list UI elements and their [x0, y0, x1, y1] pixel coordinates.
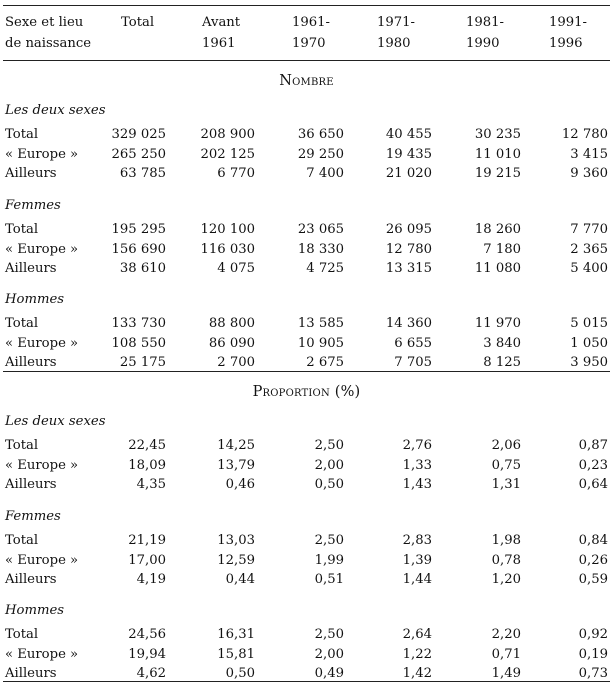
table-cell: 0,75	[491, 457, 521, 473]
table-cell: 0,19	[578, 646, 608, 662]
table-cell: 0,49	[314, 666, 344, 681]
row-label: « Europe »	[5, 646, 79, 662]
table-row	[3, 551, 610, 570]
header-col0-line2: de naissance	[5, 36, 92, 51]
table-cell: 29 250	[297, 146, 344, 162]
table-cell: 40 455	[385, 127, 432, 142]
table-row	[3, 456, 610, 475]
header-p3-line1: 1981-	[466, 15, 505, 30]
table-cell: 63 785	[119, 166, 166, 181]
table-cell: 2,50	[314, 627, 344, 642]
table-cell: 15,81	[217, 646, 255, 662]
table-cell: 0,87	[578, 438, 608, 453]
table-row	[3, 164, 610, 183]
table-cell: 18,09	[128, 457, 166, 473]
table-cell: 1,31	[491, 477, 521, 492]
table-cell: 0,50	[225, 666, 255, 681]
row-label: « Europe »	[5, 146, 79, 162]
table-cell: 202 125	[200, 146, 255, 162]
table-cell: 0,51	[314, 572, 344, 587]
row-label: Ailleurs	[5, 666, 57, 681]
table-cell: 2,00	[314, 646, 344, 662]
table-cell: 120 100	[200, 222, 255, 237]
table-cell: 12 780	[385, 241, 432, 257]
group-label: Les deux sexes	[5, 414, 106, 429]
table-cell: 11 010	[474, 146, 521, 162]
table-row	[3, 220, 610, 239]
table-cell: 4 725	[306, 261, 344, 276]
table-cell: 11 080	[474, 261, 521, 276]
table-cell: 2,64	[402, 627, 432, 642]
table-cell: 0,23	[578, 457, 608, 473]
table-cell: 1,22	[402, 646, 432, 662]
table-row	[3, 570, 610, 589]
table-cell: 2,00	[314, 457, 344, 473]
table-row	[3, 334, 610, 353]
table-cell: 7 705	[394, 355, 432, 370]
table-cell: 1,33	[402, 457, 432, 473]
table-cell: 1,42	[402, 666, 432, 681]
table-cell: 19,94	[128, 646, 166, 662]
table-cell: 10 905	[297, 335, 344, 351]
row-label: Total	[5, 533, 39, 548]
table-cell: 4,19	[136, 572, 166, 587]
row-label: « Europe »	[5, 241, 79, 257]
table-cell: 6 770	[217, 166, 255, 181]
table-cell: 12,59	[217, 552, 255, 568]
header-p1-line2: 1970	[292, 36, 326, 51]
table-cell: 17,00	[128, 552, 166, 568]
table-cell: 21 020	[385, 166, 432, 181]
table-cell: 13,79	[217, 457, 255, 473]
row-label: « Europe »	[5, 552, 79, 568]
header-avant-line1: Avant	[202, 15, 241, 30]
table-cell: 2,20	[491, 627, 521, 642]
table-cell: 2,83	[402, 533, 432, 548]
table-cell: 7 400	[306, 166, 344, 181]
table-cell: 1,98	[491, 533, 521, 548]
row-label: « Europe »	[5, 335, 79, 351]
table-cell: 3 950	[570, 355, 608, 370]
top-rule	[3, 5, 610, 6]
row-label: Total	[5, 438, 39, 453]
table-cell: 0,92	[578, 627, 608, 642]
table-cell: 21,19	[128, 533, 166, 548]
table-row	[3, 625, 610, 644]
row-label: Ailleurs	[5, 477, 57, 492]
table-cell: 14,25	[217, 438, 255, 453]
header-p1-line1: 1961-	[292, 15, 331, 30]
table-cell: 0,64	[578, 477, 608, 492]
header-avant-line2: 1961	[202, 36, 236, 51]
table-cell: 116 030	[200, 241, 255, 257]
table-cell: 0,44	[225, 572, 255, 587]
table-cell: 108 550	[111, 335, 166, 351]
table-cell: 23 065	[297, 222, 344, 237]
table-cell: 1,20	[491, 572, 521, 587]
row-label: Total	[5, 316, 39, 331]
table-cell: 12 780	[561, 127, 608, 142]
table-cell: 4,35	[136, 477, 166, 492]
table-cell: 0,46	[225, 477, 255, 492]
row-label: « Europe »	[5, 457, 79, 473]
header-p4-line2: 1996	[549, 36, 583, 51]
table-cell: 0,71	[491, 646, 521, 662]
table-cell: 86 090	[208, 335, 255, 351]
table-cell: 0,26	[578, 552, 608, 568]
table-cell: 0,50	[314, 477, 344, 492]
bottom-rule	[3, 681, 610, 682]
table-cell: 5 015	[570, 316, 608, 331]
table-cell: 2,50	[314, 438, 344, 453]
header-p2-line1: 1971-	[377, 15, 416, 30]
table-cell: 11 970	[474, 316, 521, 331]
header-rule	[3, 60, 610, 61]
table-cell: 265 250	[111, 146, 166, 162]
row-label: Ailleurs	[5, 355, 57, 370]
table-cell: 1,39	[402, 552, 432, 568]
table-cell: 13 315	[385, 261, 432, 276]
table-row	[3, 125, 610, 144]
table-cell: 13,03	[217, 533, 255, 548]
group-label: Les deux sexes	[5, 103, 106, 118]
header-p3-line2: 1990	[466, 36, 500, 51]
table-cell: 2,76	[402, 438, 432, 453]
table-cell: 208 900	[200, 127, 255, 142]
table-cell: 30 235	[474, 127, 521, 142]
header-total: Total	[121, 15, 155, 30]
table-cell: 24,56	[128, 627, 166, 642]
header-p4-line1: 1991-	[549, 15, 588, 30]
header-col0-line1: Sexe et lieu	[5, 15, 84, 30]
row-label: Ailleurs	[5, 572, 57, 587]
table-cell: 0,73	[578, 666, 608, 681]
table-cell: 1 050	[570, 335, 608, 351]
table-cell: 2,50	[314, 533, 344, 548]
group-label: Hommes	[5, 292, 65, 307]
row-label: Ailleurs	[5, 166, 57, 181]
group-label: Hommes	[5, 603, 65, 618]
table-cell: 13 585	[297, 316, 344, 331]
row-label: Ailleurs	[5, 261, 57, 276]
group-label: Femmes	[5, 198, 61, 213]
table-cell: 1,44	[402, 572, 432, 587]
table-cell: 4,62	[136, 666, 166, 681]
table-cell: 2 700	[217, 355, 255, 370]
table-cell: 14 360	[385, 316, 432, 331]
table-cell: 329 025	[111, 127, 166, 142]
table-cell: 2,06	[491, 438, 521, 453]
table-row	[3, 259, 610, 278]
table-cell: 19 215	[474, 166, 521, 181]
table-cell: 8 125	[483, 355, 521, 370]
table-cell: 1,49	[491, 666, 521, 681]
table-cell: 0,78	[491, 552, 521, 568]
table-row	[3, 436, 610, 455]
table-cell: 19 435	[385, 146, 432, 162]
table-cell: 4 075	[217, 261, 255, 276]
table-row	[3, 645, 610, 664]
table-row	[3, 314, 610, 333]
row-label: Total	[5, 127, 39, 142]
table-cell: 36 650	[297, 127, 344, 142]
table-cell: 25 175	[119, 355, 166, 370]
section-title: Nombre	[279, 73, 334, 89]
section-rule	[3, 371, 610, 372]
table-cell: 0,84	[578, 533, 608, 548]
table-cell: 2 675	[306, 355, 344, 370]
table-row	[3, 240, 610, 259]
table-cell: 16,31	[217, 627, 255, 642]
table-row	[3, 475, 610, 494]
table-cell: 1,43	[402, 477, 432, 492]
table-cell: 195 295	[111, 222, 166, 237]
table-cell: 5 400	[570, 261, 608, 276]
table-cell: 3 840	[483, 335, 521, 351]
row-label: Total	[5, 627, 39, 642]
table-cell: 88 800	[208, 316, 255, 331]
section-title: Proportion (%)	[252, 384, 361, 400]
table-cell: 26 095	[385, 222, 432, 237]
table-cell: 9 360	[570, 166, 608, 181]
table-cell: 156 690	[111, 241, 166, 257]
header-p2-line2: 1980	[377, 36, 411, 51]
table-cell: 3 415	[570, 146, 608, 162]
table-row	[3, 531, 610, 550]
table-cell: 0,59	[578, 572, 608, 587]
table-cell: 22,45	[128, 438, 166, 453]
table-cell: 38 610	[119, 261, 166, 276]
table-row	[3, 353, 610, 372]
table-cell: 2 365	[570, 241, 608, 257]
table-cell: 7 180	[483, 241, 521, 257]
table-cell: 6 655	[394, 335, 432, 351]
table-cell: 18 260	[474, 222, 521, 237]
row-label: Total	[5, 222, 39, 237]
table-cell: 7 770	[570, 222, 608, 237]
table-cell: 133 730	[111, 316, 166, 331]
group-label: Femmes	[5, 509, 61, 524]
table-row	[3, 145, 610, 164]
table-cell: 18 330	[297, 241, 344, 257]
table-cell: 1,99	[314, 552, 344, 568]
